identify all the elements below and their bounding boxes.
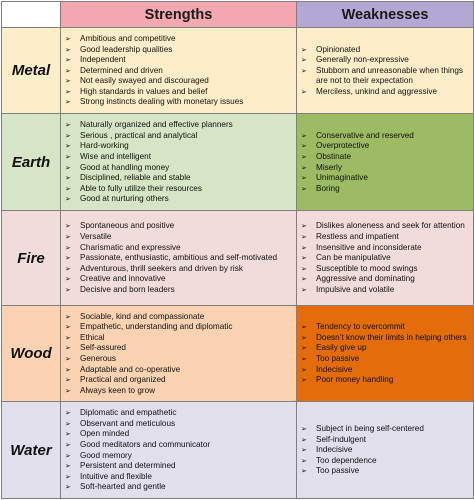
list-item: ➢ Naturally organized and effective planners [65, 120, 294, 131]
list-item: ➢ Always keen to grow [65, 386, 294, 397]
list-item: ➢ Able to fully utilize their resources [65, 184, 294, 195]
list-item: ➢ Adventurous, thrill seekers and driven by risk [65, 264, 294, 275]
list-item: ➢ Intuitive and flexible [65, 472, 294, 483]
strengths-list [61, 311, 296, 397]
five-elements-table [1, 1, 474, 499]
weaknesses-list [297, 220, 473, 295]
list-item: ➢ Overprotective [301, 141, 471, 152]
strengths-list [61, 33, 296, 108]
table-row-water [2, 402, 474, 499]
element-label: Water [2, 402, 61, 499]
weaknesses-list [297, 130, 473, 195]
list-item: ➢ Subject in being self-centered [301, 424, 471, 435]
list-item: ➢ Aggressive and dominating [301, 274, 471, 285]
list-item: ➢ Creative and innovative [65, 274, 294, 285]
element-label: Earth [2, 114, 61, 211]
table-row-metal [2, 28, 474, 114]
list-item: ➢ Restless and impatient [301, 232, 471, 243]
element-label: Wood [2, 306, 61, 402]
list-item: ➢ Indecisive [301, 445, 471, 456]
list-item: ➢ Self-assured [65, 343, 294, 354]
strengths-list [61, 119, 296, 205]
table-row-earth [2, 114, 474, 211]
list-item: ➢ Can be manipulative [301, 253, 471, 264]
list-item: ➢ Self-indulgent [301, 435, 471, 446]
element-label: Metal [2, 28, 61, 114]
list-item: ➢ Miserly [301, 163, 471, 174]
list-item: ➢ Versatile [65, 232, 294, 243]
list-item: ➢ Persistent and determined [65, 461, 294, 472]
list-item: ➢ Good meditators and communicator [65, 440, 294, 451]
weaknesses-cell [297, 402, 474, 499]
strengths-header: Strengths [61, 2, 297, 28]
list-item: ➢ Boring [301, 184, 471, 195]
list-item: ➢ Unimaginative [301, 173, 471, 184]
strengths-cell [61, 211, 297, 306]
list-item: ➢ Dislikes aloneness and seek for attention [301, 221, 471, 232]
list-item: ➢ Generous [65, 354, 294, 365]
list-item: ➢ Stubborn and unreasonable when things are not to their expectation [301, 66, 471, 87]
list-item: ➢ Impulsive and volatile [301, 285, 471, 296]
strengths-cell [61, 114, 297, 211]
corner-cell [2, 2, 61, 28]
list-item: ➢ Practical and organized [65, 375, 294, 386]
list-item: ➢ Poor money handling [301, 375, 471, 386]
element-label: Fire [2, 211, 61, 306]
list-item: ➢ Too dependence [301, 456, 471, 467]
list-item: ➢ Sociable, kind and compassionate [65, 312, 294, 323]
weaknesses-list [297, 44, 473, 98]
list-item: ➢ Observant and meticulous [65, 419, 294, 430]
list-item: ➢ Spontaneous and positive [65, 221, 294, 232]
list-item: ➢ Good at nurturing others [65, 194, 294, 205]
list-item: ➢ Charismatic and expressive [65, 243, 294, 254]
list-item: ➢ Doesn’t know their limits in helping others [301, 333, 471, 344]
list-item: ➢ Good at handling money [65, 163, 294, 174]
list-item: ➢ Tendency to overcommit [301, 322, 471, 333]
list-item: ➢ Opinionated [301, 45, 471, 56]
table-row-wood [2, 306, 474, 402]
list-item: ➢ Determined and driven [65, 66, 294, 77]
list-item: ➢ Good memory [65, 451, 294, 462]
list-item: ➢ Strong instincts dealing with monetary issues [65, 97, 294, 108]
strengths-cell [61, 306, 297, 402]
weaknesses-cell [297, 28, 474, 114]
list-item: ➢ Diplomatic and empathetic [65, 408, 294, 419]
list-item: ➢ Obstinate [301, 152, 471, 163]
list-item: ➢ Good leadership qualities [65, 45, 294, 56]
table-row-fire [2, 211, 474, 306]
list-item: ➢ Empathetic, understanding and diplomatic [65, 322, 294, 333]
list-item: ➢ Too passive [301, 354, 471, 365]
header-row [2, 2, 474, 28]
weaknesses-list [297, 423, 473, 477]
list-item: ➢ High standards in values and belief [65, 87, 294, 98]
list-item: ➢ Insensitive and inconsiderate [301, 243, 471, 254]
weaknesses-cell [297, 114, 474, 211]
list-item: ➢ Susceptible to mood swings [301, 264, 471, 275]
list-item: ➢ Soft-hearted and gentle [65, 482, 294, 493]
weaknesses-cell [297, 306, 474, 402]
list-item: ➢ Hard-working [65, 141, 294, 152]
strengths-cell [61, 28, 297, 114]
list-item: ➢ Not easily swayed and discouraged [65, 76, 294, 87]
weaknesses-list [297, 321, 473, 386]
strengths-list [61, 220, 296, 295]
list-item: ➢ Ambitious and competitive [65, 34, 294, 45]
strengths-cell [61, 402, 297, 499]
list-item: ➢ Conservative and reserved [301, 131, 471, 142]
list-item: ➢ Independent [65, 55, 294, 66]
list-item: ➢ Indecisive [301, 365, 471, 376]
list-item: ➢ Too passive [301, 466, 471, 477]
list-item: ➢ Serious , practical and analytical [65, 131, 294, 142]
list-item: ➢ Merciless, unkind and aggressive [301, 87, 471, 98]
list-item: ➢ Passionate, enthusiastic, ambitious and self-motivated [65, 253, 294, 264]
list-item: ➢ Easily give up [301, 343, 471, 354]
strengths-list [61, 407, 296, 493]
list-item: ➢ Generally non-expressive [301, 55, 471, 66]
list-item: ➢ Open minded [65, 429, 294, 440]
list-item: ➢ Decisive and born leaders [65, 285, 294, 296]
weaknesses-header: Weaknesses [297, 2, 474, 28]
list-item: ➢ Adaptable and co-operative [65, 365, 294, 376]
weaknesses-cell [297, 211, 474, 306]
list-item: ➢ Ethical [65, 333, 294, 344]
list-item: ➢ Wise and intelligent [65, 152, 294, 163]
list-item: ➢ Disciplined, reliable and stable [65, 173, 294, 184]
